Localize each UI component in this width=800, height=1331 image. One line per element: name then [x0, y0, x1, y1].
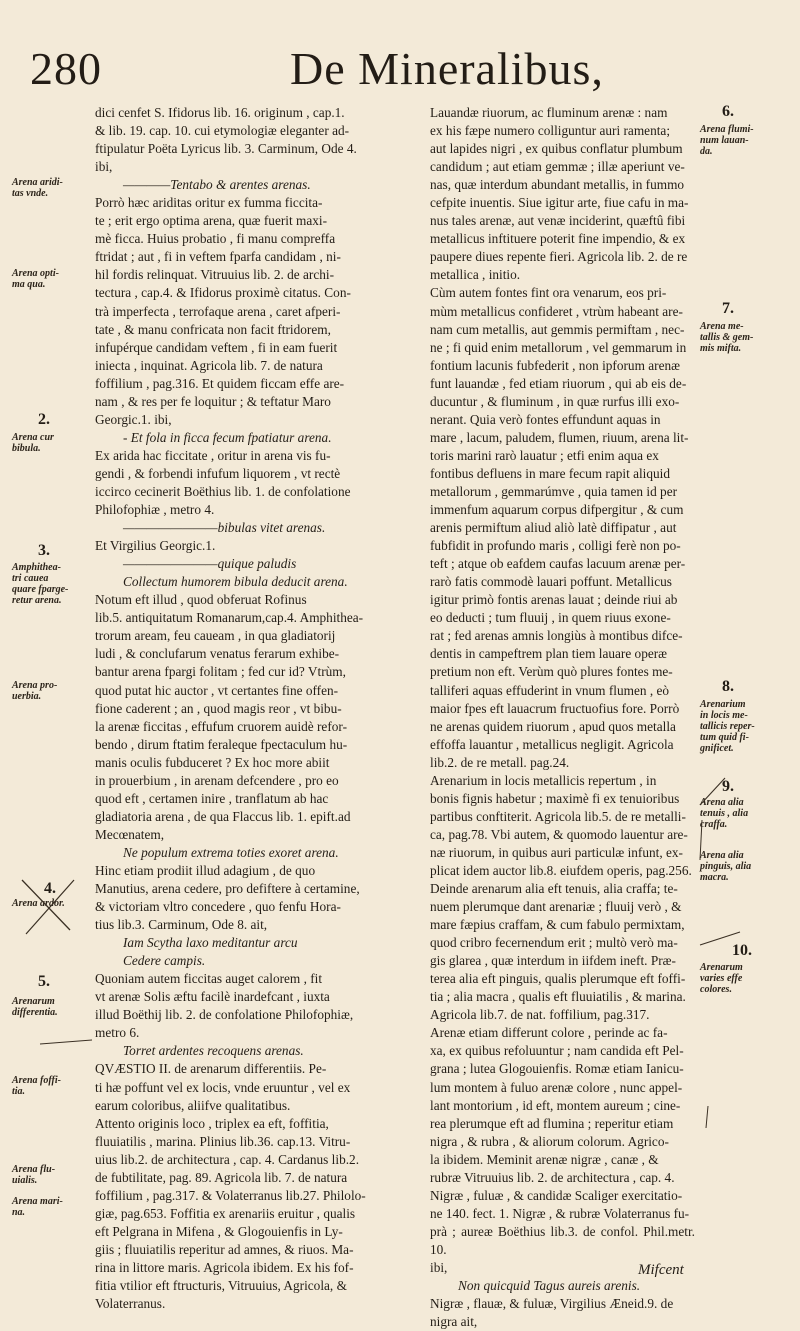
text-line: tectura , cap.4. & Ifidorus proximè citatus. Con-	[95, 285, 351, 301]
text-line: Ex arida hac ficcitate , oritur in arena vis fu-	[95, 447, 331, 463]
text-line: Collectum humorem bibula deducit arena.	[123, 574, 348, 590]
text-line: Volaterranus.	[95, 1296, 166, 1312]
text-line: metallorum , gemmarúmve , quia tamen id per	[430, 483, 678, 499]
text-line: Philofophiæ , metro 4.	[95, 502, 215, 518]
margin-number: 9.	[722, 778, 734, 795]
text-line: paupere diues repente fieri. Agricola lib. 2. de re	[430, 249, 688, 265]
text-line: nerant. Quia verò fontes effundunt aquas in	[430, 411, 661, 427]
text-line: fitia vtilior eft ftructuris, Vitruuius, Agricola, &	[95, 1278, 347, 1294]
text-line: te ; erit ergo optima arena, quæ fuerit maxi-	[95, 213, 328, 229]
text-line: ca, pag.78. Vbi autem, & quomodo lauentur are-	[430, 826, 688, 842]
margin-note: Arena cur bibula.	[12, 432, 54, 454]
text-line: effoffa lauantur , metallicus negligit. Agricola	[430, 736, 674, 752]
text-line: ti hæ poffunt vel ex locis, vnde eruuntur , vel ex	[95, 1079, 351, 1095]
margin-note: Arenarium in locis me- tallicis reper- tum quid fi- gnificet.	[700, 699, 755, 754]
text-line: Arenæ etiam differunt colore , perinde ac fa-	[430, 1025, 668, 1041]
text-line: ne arenas quidem riuorum , apud quos metalla	[430, 718, 676, 734]
margin-note: Arena flumi- num lauan- da.	[700, 124, 754, 157]
text-line: Lauandæ riuorum, ac fluminum arenæ : nam	[430, 105, 668, 120]
margin-note: Arena mari- na.	[12, 1196, 63, 1218]
text-line: rubræ Vitruuius lib. 2. de architectura , cap. 4.	[430, 1169, 675, 1185]
text-line: metro 6.	[95, 1025, 140, 1041]
text-line: nus tales arenæ, aut venæ inciderint, quæftû fibi	[430, 213, 686, 229]
margin-number: 5.	[38, 973, 50, 990]
left-text-column	[95, 104, 395, 1313]
text-line: arenis permiftum aliud aliò latè diffipatur , aut	[430, 520, 677, 536]
text-line: ftridat ; aut , fi in veftem fparfa candidam , ni-	[95, 249, 341, 265]
text-line: nam cum metallis, aut gemmis permiftam , nec-	[430, 321, 685, 337]
text-line: iccirco cecinerit Boëthius lib. 1. de confolatione	[95, 483, 351, 499]
ink-stroke	[706, 1106, 708, 1128]
text-line: foffilium , pag.317. & Volaterranus lib.27. Philolo-	[95, 1187, 366, 1203]
margin-note: Arenarum differentia.	[12, 996, 58, 1018]
text-line: mare , lacum, paludem, flumen, riuum, arena lit-	[430, 429, 689, 445]
text-line: Nigræ , fuluæ , & candidæ Scaliger exercitatio-	[430, 1187, 683, 1203]
text-line: ————————bibulas vitet arenas.	[123, 520, 326, 536]
text-line: gladiatoria arena , de qua Flaccus lib. 1. epift.ad	[95, 808, 351, 824]
text-line: eft Pelgrana in Mifena , & Glogouienfis in Ly-	[95, 1223, 343, 1239]
text-line: trorum aream, feu caueam , in qua gladiatorij	[95, 628, 336, 644]
text-line: Non quicquid Tagus aureis arenis.	[458, 1278, 641, 1294]
ink-stroke	[40, 1040, 92, 1044]
text-line: hil fordis relinquat. Vitruuius lib. 2. de archi-	[95, 267, 334, 283]
text-line: ex his fæpe numero colliguntur auri ramenta;	[430, 123, 671, 139]
text-line: tia ; alia macra , qualis eft fluuiatilis , & marina.	[430, 989, 686, 1005]
text-line: bonis fignis habetur ; maximè fi ex tenuioribus	[430, 790, 680, 806]
text-line: fontium lacunis fubfederit , non ipforum arenæ	[430, 357, 680, 373]
text-line: dentis in campeftrem plan tiem lauare operæ	[430, 646, 668, 662]
text-line: lum montem à fuluo arenæ colore , nunc appel-	[430, 1079, 683, 1095]
text-line: bendo , dirum ftatim feraleque fpectaculum hu-	[95, 736, 348, 752]
text-line: Manutius, arena cedere, pro defiftere à certamine,	[95, 881, 360, 897]
text-line: immenfum aquarum corpus difpergitur , & cum	[430, 502, 684, 518]
text-line: Notum eft illud , quod obferuat Rofinus	[95, 592, 307, 608]
text-line: QVÆSTIO II. de arenarum differentiis. Pe-	[95, 1061, 327, 1077]
text-line: næ riuorum, in quibus auri particulæ infunt, ex-	[430, 844, 683, 860]
text-line: ————Tentabo & arentes arenas.	[123, 177, 311, 193]
text-line: tius lib.3. Carminum, Ode 8. ait,	[95, 917, 268, 933]
margin-number: 2.	[38, 411, 50, 428]
text-line: fubfidit in profundo maris , colligi ferè non po-	[430, 538, 681, 554]
margin-note: Arena alia pinguis, alia macra.	[700, 850, 752, 883]
text-line: mè ficca. Huius probatio , fi manu compreffa	[95, 231, 336, 247]
text-line: earum coloribus, aliifve qualitatibus.	[95, 1097, 291, 1113]
text-line: terea alia eft pinguis, qualis plerumque eft foffi-	[430, 971, 686, 987]
text-line: la arenæ ficcitas , effufum cruorem auidè refor-	[95, 718, 348, 734]
text-line: gendi , & forbendi infufum liquorem , vt rectè	[95, 465, 341, 481]
text-line: infupérque candidam veftem , fi in eam fuerit	[95, 339, 338, 355]
text-line: ibi,	[430, 1260, 448, 1275]
text-line: uius lib.2. de architectura , cap. 4. Cardanus lib.2.	[95, 1151, 360, 1167]
text-line: Cedere campis.	[123, 953, 206, 969]
text-line: aut lapides nigri , ex quibus conflatur plumbum	[430, 141, 683, 157]
text-line: teft ; atque ob eafdem caufas lacuum arenæ per-	[430, 556, 686, 572]
text-line: bantur arena fpargi folitam ; fed cur id? Vtrùm,	[95, 664, 346, 680]
margin-number: 8.	[722, 678, 734, 695]
text-line: Arenarium in locis metallicis repertum , in	[430, 772, 657, 788]
margin-number: 4.	[44, 880, 56, 897]
text-line: gis glarea , quæ interdum in iifdem ineft. Præ-	[430, 953, 676, 969]
text-line: fione caderent ; an , quod magis reor , vt bibu-	[95, 700, 342, 716]
text-line: la ibidem. Meminit arenæ nigræ , canæ , &	[430, 1151, 659, 1167]
text-line: nuem plerumque dant arenariæ ; fluuij verò , &	[430, 899, 682, 915]
text-line: rina in littore maris. Agricola ibidem. Ex his fof-	[95, 1260, 354, 1275]
text-line: rat ; fed arenas amnis longiùs à montibus difce-	[430, 628, 683, 644]
text-line: rarò fatis commodè lauari poffunt. Metallicus	[430, 574, 672, 590]
text-line: lib.2. de re metall. pag.24.	[430, 754, 570, 770]
text-line: Quoniam autem ficcitas auget calorem , fit	[95, 971, 323, 987]
text-line: Mecœnatem,	[95, 826, 165, 842]
text-line: Et Virgilius Georgic.1.	[95, 538, 216, 554]
text-line: candidum ; aut etiam gemmæ ; illæ aperiunt ve-	[430, 159, 685, 175]
text-line: Agricola lib.7. de nat. foffilium, pag.317.	[430, 1007, 650, 1023]
text-line: toris marini rarò lauatur ; etfi enim aqua ex	[430, 447, 659, 463]
text-line: ftipulatur Poëta Lyricus lib. 3. Carminum, Ode 4.	[95, 141, 357, 157]
text-line: Torret ardentes recoquens arenas.	[123, 1043, 304, 1059]
text-line: rea plerumque eft ad flumina ; reperitur etiam	[430, 1115, 674, 1131]
text-line: lant montorium , id eft, montem aureum ; cine-	[430, 1097, 681, 1113]
text-line: maior fpes eft lauacrum fructuofius fore. Porrò	[430, 700, 680, 716]
text-line: nigra ait,	[430, 1314, 478, 1330]
page-number: 280	[30, 43, 102, 94]
text-line: grana ; lutea Glogouienfis. Romæ etiam Ianicu-	[430, 1061, 684, 1077]
text-line: quod eft , certamen inire , tranflatum ab hac	[95, 790, 329, 806]
text-line: quod cribro fecernendum erit ; multò verò ma-	[430, 935, 678, 951]
text-line: ne ; fi quid enim metallorum , vel gemmarum in	[430, 339, 687, 355]
text-line: mare fæpius craffam, & cum fabulo permixtam,	[430, 917, 685, 933]
text-line: ludi , & conclufarum venatus ferarum exhibe-	[95, 646, 340, 662]
text-line: Porrò hæc ariditas oritur ex fumma ficcita-	[95, 195, 323, 211]
margin-note: Arena foffi- tia.	[12, 1075, 61, 1097]
margin-note: Arena flu- uialis.	[12, 1164, 56, 1186]
margin-note: Arena alia tenuis , alia craffa.	[700, 797, 749, 830]
margin-note: Amphithea- tri cauea quare fparge- retur arena.	[12, 562, 69, 606]
text-line: dici cenfet S. Ifidorus lib. 16. originum , cap.1.	[95, 105, 345, 120]
text-line: eo deducti ; tum fluuij , in quem riuus exone-	[430, 610, 671, 626]
text-line: in prouerbium , in arenam defcendere , pro eo	[95, 772, 339, 788]
margin-number: 7.	[722, 300, 734, 317]
text-line: - Et fola in ficca fecum fpatiatur arena.	[123, 429, 332, 445]
text-line: Nigræ , flauæ, & fuluæ, Virgilius Æneid.9. de	[430, 1296, 674, 1312]
text-line: prà ; aureæ Boëthius lib.3. de confol. Phil.metr. 10.	[430, 1223, 695, 1257]
text-line: foffilium , pag.316. Et quidem ficcam effe are-	[95, 375, 345, 391]
text-line: metallicus inftituere poterit fine impendio, & ex	[430, 231, 686, 247]
margin-number: 3.	[38, 542, 50, 559]
text-line: mùm metallicus confideret , vtrùm habeant are-	[430, 303, 683, 319]
text-line: funt lauandæ , fed etiam riuorum , qui ab eis de-	[430, 375, 687, 391]
text-line: ducuntur , & fluminum , in quæ rurfus illi exo-	[430, 393, 680, 409]
text-line: nas, quæ interdum abundant metallis, in fummo	[430, 177, 685, 193]
text-line: giæ, pag.653. Foffitia ex arenariis eruitur , qualis	[95, 1205, 356, 1221]
margin-number: 6.	[722, 103, 734, 120]
text-line: igitur primò fontis arenas lauat ; deinde riui ab	[430, 592, 678, 608]
text-line: ————————quique paludis	[123, 556, 297, 572]
text-line: iniecta , inquinat. Agricola lib. 7. de natura	[95, 357, 323, 373]
text-line: metallica , initio.	[430, 267, 521, 283]
margin-note: Arena pro- uerbia.	[12, 680, 58, 702]
text-line: tate , & manu confricata non facit ftridorem,	[95, 321, 331, 337]
text-line: cefpite inuentis. Siue igitur arte, fiue cafu in ma-	[430, 195, 689, 211]
text-line: vt arenæ Solis æftu facilè inardefcant , iuxta	[95, 989, 330, 1005]
text-line: nigra , & rubra , & aliorum colorum. Agrico-	[430, 1133, 669, 1149]
running-head: De Mineralibus,	[290, 43, 604, 94]
text-line: nam , & res per fe loquitur ; & teftatur Maro	[95, 393, 331, 409]
text-line: trà imperfecta , terrofaque arena , caret afperi-	[95, 303, 341, 319]
text-line: ibi,	[95, 159, 113, 175]
text-line: Iam Scytha laxo meditantur arcu	[123, 935, 298, 951]
text-line: & victoriam vltro concedere , quo fenfu Hora-	[95, 899, 341, 915]
text-line: giis ; fluuiatilis reperitur ad amnes, & riuos. Ma-	[95, 1241, 354, 1257]
catchword: Mifcent	[638, 1262, 684, 1278]
text-line: Cùm autem fontes fint ora venarum, eos pri-	[430, 285, 667, 301]
text-line: fontibus defluens in mare fecum rapit aliquid	[430, 465, 671, 481]
text-line: Attento originis loco , triplex ea eft, foffitia,	[95, 1115, 329, 1131]
text-line: illud Boëthij lib. 2. de confolatione Philofophiæ,	[95, 1007, 354, 1023]
text-line: fluuiatilis , marina. Plinius lib.36. cap.13. Vitru-	[95, 1133, 351, 1149]
text-line: & lib. 19. cap. 10. cui etymologiæ eleganter ad-	[95, 123, 350, 139]
text-line: xa, ex quibus refoluuntur ; nam candida eft Pel-	[430, 1043, 684, 1059]
margin-note: Arena opti- ma qua.	[12, 268, 59, 290]
text-line: lib.5. antiquitatum Romanarum,cap.4. Amphithea-	[95, 610, 364, 626]
margin-note: Arenarum varies effe colores.	[700, 962, 743, 995]
text-line: Ne populum extrema toties exoret arena.	[123, 844, 339, 860]
margin-note: Arena ardor.	[12, 898, 65, 909]
text-line: de fubtilitate, pag. 89. Agricola lib. 7. de natura	[95, 1169, 348, 1185]
text-line: partibus conftiterit. Agricola lib.5. de re metalli-	[430, 808, 686, 824]
text-line: Deinde arenarum alia eft tenuis, alia craffa; te-	[430, 881, 678, 897]
text-line: Hinc etiam prodiit illud adagium , de quo	[95, 862, 316, 878]
text-line: quod putat hic auctor , vt certantes fine offen-	[95, 682, 339, 698]
text-line: Georgic.1. ibi,	[95, 411, 172, 427]
text-line: pretium non eft. Verùm quò plures fontes me-	[430, 664, 673, 680]
text-line: manis oculis fubduceret ? Ex hoc more abiit	[95, 754, 330, 770]
margin-number: 10.	[732, 942, 752, 959]
text-line: talliferi aquas effuderint in vnum flumen , eò	[430, 682, 670, 698]
text-line: ne 140. fect. 1. Nigræ , & rubræ Volaterranus fu-	[430, 1205, 690, 1221]
margin-note: Arena me- tallis & gem- mis mifta.	[700, 321, 754, 354]
right-text-column	[430, 104, 695, 1331]
margin-note: Arena aridi- tas vnde.	[12, 177, 63, 199]
text-line: plicat idem auctor lib.8. eiufdem operis, pag.256.	[430, 862, 692, 878]
